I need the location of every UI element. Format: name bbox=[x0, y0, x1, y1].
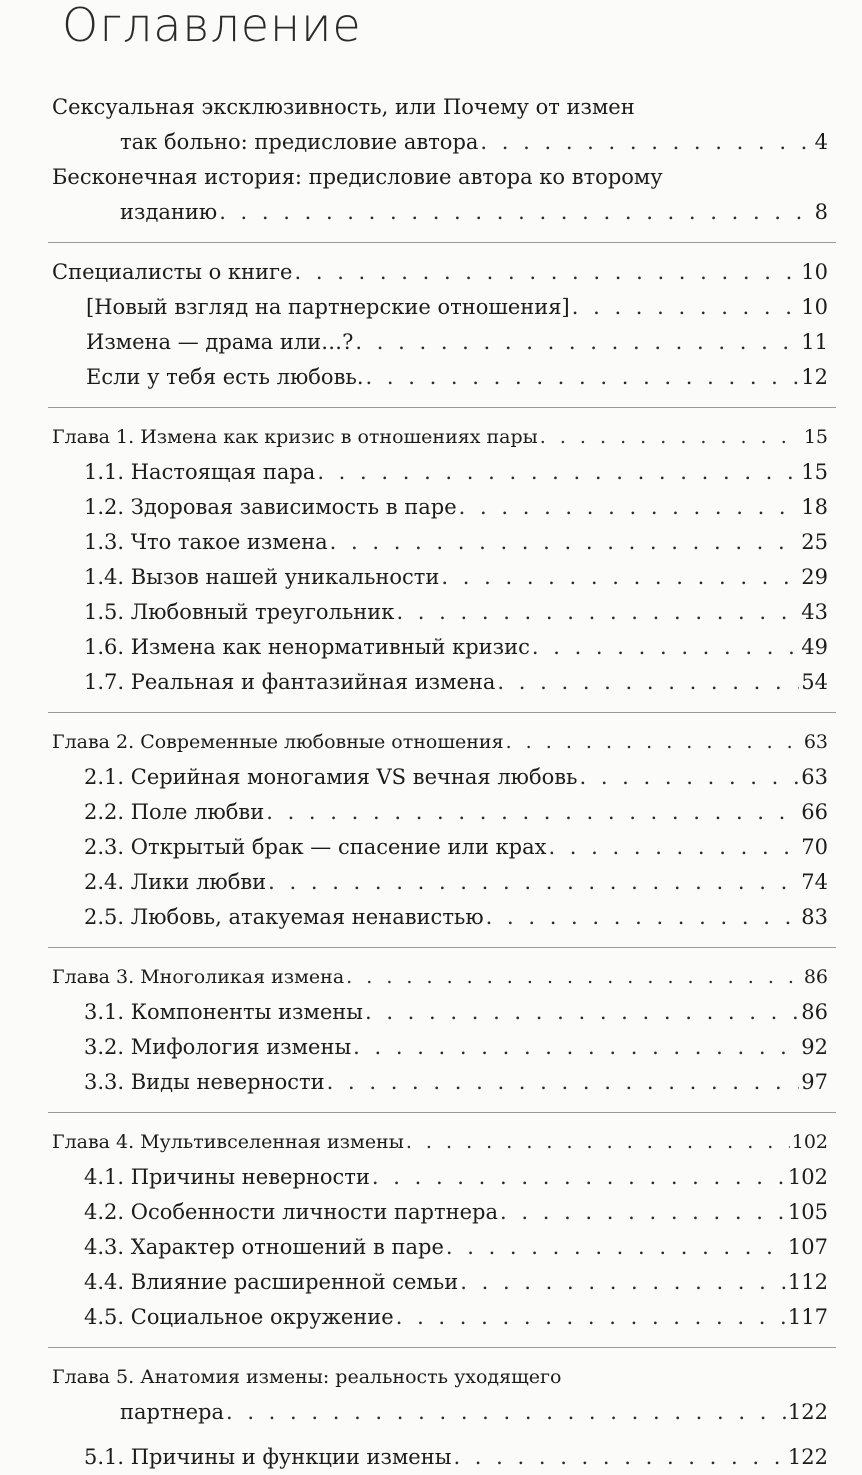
page-number: 97 bbox=[801, 1070, 828, 1094]
dot-leader bbox=[446, 1230, 786, 1265]
page-number: 10 bbox=[801, 260, 828, 284]
dot-leader bbox=[540, 420, 802, 455]
front-matter bbox=[0, 90, 862, 230]
toc-entry-chapter bbox=[0, 725, 862, 760]
toc-entry-section bbox=[0, 560, 862, 595]
dot-leader bbox=[460, 1265, 786, 1300]
dot-leader bbox=[327, 1065, 800, 1100]
dot-leader bbox=[366, 360, 800, 395]
toc-entry-section bbox=[0, 630, 862, 665]
dot-leader bbox=[506, 725, 802, 760]
page-number: 92 bbox=[801, 1035, 828, 1059]
section-title: 4.1. Причины неверности bbox=[84, 1165, 370, 1189]
toc-entry-section bbox=[0, 995, 862, 1030]
page-number: 102 bbox=[787, 1165, 828, 1189]
entry-title: [Новый взгляд на партнерские отношения] bbox=[86, 295, 570, 319]
page-number: 29 bbox=[801, 565, 828, 589]
chapter-5 bbox=[0, 1360, 862, 1475]
entry-title: Измена — драма или…? bbox=[86, 330, 354, 354]
chapter-title: Глава 2. Современные любовные отношения bbox=[52, 731, 504, 753]
toc-entry-experts-item bbox=[0, 325, 862, 360]
section-title: 4.4. Влияние расширенной семьи bbox=[84, 1270, 459, 1294]
dot-leader bbox=[355, 325, 799, 360]
chapter-title-line2: партнера bbox=[120, 1400, 224, 1424]
dot-leader bbox=[353, 1030, 799, 1065]
page-number: 15 bbox=[803, 426, 828, 448]
page-number: 63 bbox=[801, 765, 828, 789]
page-number: 12 bbox=[801, 365, 828, 389]
dot-leader bbox=[486, 900, 800, 935]
page-number: 66 bbox=[801, 800, 828, 824]
dot-leader bbox=[500, 1195, 786, 1230]
toc-entry-section bbox=[0, 490, 862, 525]
page-number: 10 bbox=[801, 295, 828, 319]
toc-entry-experts-item bbox=[0, 360, 862, 395]
page-number: 18 bbox=[801, 495, 828, 519]
section-title: 1.5. Любовный треугольник bbox=[84, 600, 395, 624]
section-title: 4.2. Особенности личности партнера bbox=[84, 1200, 499, 1224]
toc-entry-experts-item bbox=[0, 290, 862, 325]
dot-leader bbox=[548, 830, 799, 865]
toc-entry-preface-1 bbox=[0, 90, 862, 160]
chapter-4 bbox=[0, 1125, 862, 1335]
page-number: 117 bbox=[787, 1305, 828, 1329]
toc-entry-chapter bbox=[0, 960, 862, 995]
page-number: 25 bbox=[801, 530, 828, 554]
chapter-1 bbox=[0, 420, 862, 700]
page-number: 107 bbox=[787, 1235, 828, 1259]
section-title: 2.2. Поле любви bbox=[84, 800, 265, 824]
divider bbox=[48, 242, 836, 243]
toc-entry-section bbox=[0, 830, 862, 865]
experts-section bbox=[0, 255, 862, 395]
page-number: 86 bbox=[803, 966, 828, 988]
dot-leader bbox=[453, 1440, 785, 1475]
dot-leader bbox=[497, 665, 799, 700]
section-title: 1.2. Здоровая зависимость в паре bbox=[84, 495, 457, 519]
toc-entry-section bbox=[0, 1265, 862, 1300]
page-number: 70 bbox=[801, 835, 828, 859]
toc-entry-preface-2 bbox=[0, 160, 862, 230]
page-number: 86 bbox=[801, 1000, 828, 1024]
page-number: 105 bbox=[787, 1200, 828, 1224]
toc-entry-section bbox=[0, 1440, 862, 1475]
table-of-contents bbox=[0, 90, 862, 1475]
toc-entry-section bbox=[0, 1160, 862, 1195]
dot-leader bbox=[317, 455, 799, 490]
page-title: Оглавление bbox=[62, 0, 362, 52]
section-title: 3.3. Виды неверности bbox=[84, 1070, 325, 1094]
chapter-2 bbox=[0, 725, 862, 935]
dot-leader bbox=[365, 995, 799, 1030]
dot-leader bbox=[480, 125, 812, 160]
dot-leader bbox=[441, 560, 799, 595]
dot-leader bbox=[572, 290, 800, 325]
toc-entry-section bbox=[0, 795, 862, 830]
page-number: 83 bbox=[801, 905, 828, 929]
divider bbox=[48, 1112, 836, 1113]
page-number: 8 bbox=[814, 200, 828, 224]
dot-leader bbox=[532, 630, 799, 665]
page-number: 63 bbox=[803, 731, 828, 753]
dot-leader bbox=[579, 760, 799, 795]
dot-leader bbox=[295, 255, 800, 290]
toc-entry-section bbox=[0, 455, 862, 490]
section-title: 4.3. Характер отношений в паре bbox=[84, 1235, 444, 1259]
dot-leader bbox=[372, 1160, 786, 1195]
page-number: 122 bbox=[787, 1445, 828, 1469]
page-number: 74 bbox=[801, 870, 828, 894]
chapter-title: Глава 3. Многоликая измена bbox=[52, 966, 345, 988]
page-number: 54 bbox=[801, 670, 828, 694]
toc-entry-chapter bbox=[0, 1125, 862, 1160]
chapter-title: Глава 1. Измена как кризис в отношениях пары bbox=[52, 426, 538, 448]
divider bbox=[48, 947, 836, 948]
toc-entry-section bbox=[0, 1030, 862, 1065]
divider bbox=[48, 1347, 836, 1348]
dot-leader bbox=[346, 960, 802, 995]
entry-title-line1: Бесконечная история: предисловие автора ко второму bbox=[52, 165, 663, 189]
chapter-title: Глава 4. Мультивселенная измены bbox=[52, 1131, 404, 1153]
page-number: 112 bbox=[787, 1270, 828, 1294]
page-number: 49 bbox=[801, 635, 828, 659]
dot-leader bbox=[396, 595, 799, 630]
divider bbox=[48, 407, 836, 408]
toc-entry-section bbox=[0, 760, 862, 795]
section-title: 1.6. Измена как ненормативный кризис bbox=[84, 635, 530, 659]
section-title: 4.5. Социальное окружение bbox=[84, 1305, 394, 1329]
section-title: 3.1. Компоненты измены bbox=[84, 1000, 363, 1024]
entry-title-line2: изданию bbox=[120, 200, 218, 224]
dot-leader bbox=[459, 490, 800, 525]
entry-title-line1: Сексуальная эксклюзивность, или Почему от измен bbox=[52, 95, 635, 119]
section-title: 2.4. Лики любви bbox=[84, 870, 267, 894]
entry-title: Специалисты о книге bbox=[52, 260, 293, 284]
section-title: 2.1. Серийная моногамия VS вечная любовь bbox=[84, 765, 578, 789]
divider bbox=[48, 712, 836, 713]
dot-leader bbox=[226, 1395, 786, 1430]
toc-entry-section bbox=[0, 1300, 862, 1335]
toc-entry-section bbox=[0, 1230, 862, 1265]
chapter-3 bbox=[0, 960, 862, 1100]
toc-entry-section bbox=[0, 665, 862, 700]
page-number: 43 bbox=[801, 600, 828, 624]
page-number: 11 bbox=[801, 330, 828, 354]
section-title: 1.7. Реальная и фантазийная измена bbox=[84, 670, 496, 694]
toc-entry-section bbox=[0, 1065, 862, 1100]
dot-leader bbox=[268, 865, 799, 900]
entry-title: Если у тебя есть любовь. bbox=[86, 365, 364, 389]
page-number: 102 bbox=[791, 1131, 828, 1153]
section-title: 2.3. Открытый брак — спасение или крах bbox=[84, 835, 547, 859]
chapter-title-line1: Глава 5. Анатомия измены: реальность уходящего bbox=[52, 1366, 562, 1388]
toc-entry-section bbox=[0, 900, 862, 935]
section-title: 1.3. Что такое измена bbox=[84, 530, 328, 554]
toc-entry-section bbox=[0, 525, 862, 560]
section-title: 2.5. Любовь, атакуемая ненавистью bbox=[84, 905, 484, 929]
entry-title-line2: так больно: предисловие автора bbox=[120, 130, 479, 154]
section-title: 1.4. Вызов нашей уникальности bbox=[84, 565, 440, 589]
dot-leader bbox=[219, 195, 812, 230]
dot-leader bbox=[396, 1300, 786, 1335]
toc-entry-section bbox=[0, 865, 862, 900]
dot-leader bbox=[406, 1125, 790, 1160]
dot-leader bbox=[330, 525, 800, 560]
toc-entry-section bbox=[0, 595, 862, 630]
section-title: 1.1. Настоящая пара bbox=[84, 460, 316, 484]
toc-entry-chapter bbox=[0, 420, 862, 455]
section-title: 3.2. Мифология измены bbox=[84, 1035, 352, 1059]
toc-entry-experts bbox=[0, 255, 862, 290]
page-number: 122 bbox=[787, 1400, 828, 1424]
toc-entry-section bbox=[0, 1195, 862, 1230]
page-number: 15 bbox=[801, 460, 828, 484]
dot-leader bbox=[266, 795, 799, 830]
section-title: 5.1. Причины и функции измены bbox=[84, 1445, 452, 1469]
page-number: 4 bbox=[814, 130, 828, 154]
